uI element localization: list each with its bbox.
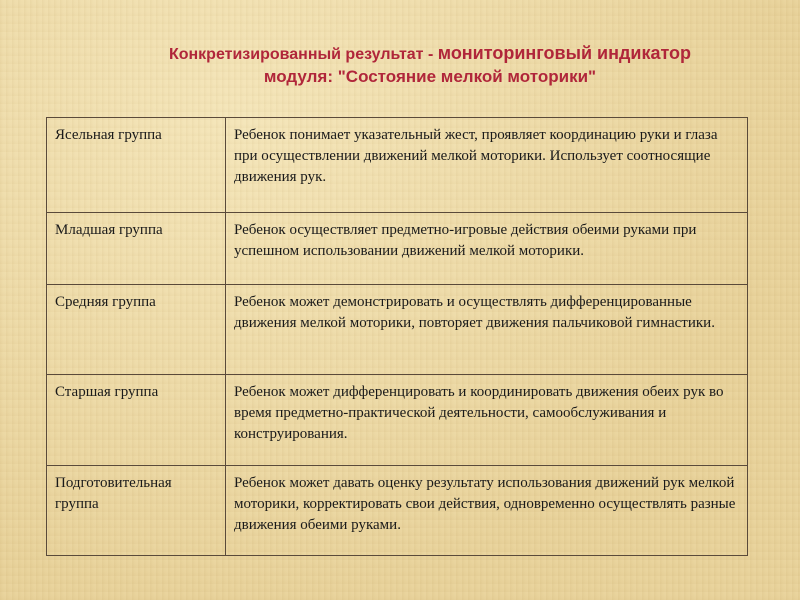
title-part-1: Конкретизированный результат - (168, 46, 438, 63)
description-cell: Ребенок может дифференцировать и координировать движения обеих рук во время предметно-практической деятельности, самообслуживания и конструирования. (226, 375, 748, 466)
title-line-2: модуля: "Состояние мелкой моторики" (263, 67, 597, 86)
age-groups-table (46, 117, 748, 556)
description-cell: Ребенок может давать оценку результату использования движений рук мелкой моторики, корректировать свои действия, одновременно осуществлять разные движения обеими руками. (226, 466, 748, 556)
table-row (47, 213, 748, 285)
table-row (47, 375, 748, 466)
table-row (47, 118, 748, 213)
group-name-cell: Младшая группа (47, 213, 226, 285)
title-part-2: мониторинговый индикатор (437, 43, 692, 63)
table-row (47, 285, 748, 375)
group-name-cell: Ясельная группа (47, 118, 226, 213)
group-name-cell: Средняя группа (47, 285, 226, 375)
description-cell: Ребенок может демонстрировать и осуществлять дифференцированные движения мелкой моторики, повторяет движения пальчиковой гимнастики. (226, 285, 748, 375)
group-name-cell: Подготовительная группа (47, 466, 226, 556)
table-row (47, 466, 748, 556)
slide-title (120, 42, 740, 88)
description-cell: Ребенок осуществляет предметно-игровые действия обеими руками при успешном использовании движений мелкой моторики. (226, 213, 748, 285)
group-name-cell: Старшая группа (47, 375, 226, 466)
description-cell: Ребенок понимает указательный жест, проявляет координацию руки и глаза при осуществлении движений мелкой моторики. Использует соотносящие движения рук. (226, 118, 748, 213)
